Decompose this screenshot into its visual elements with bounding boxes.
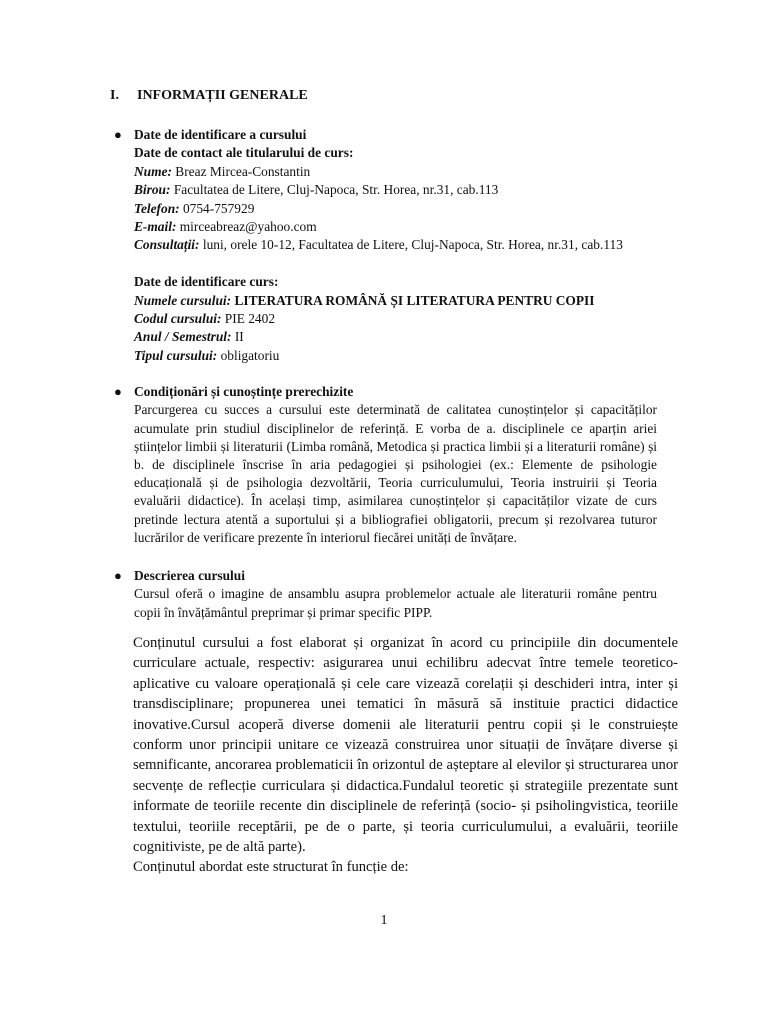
bullet-icon: ● — [114, 127, 122, 142]
field-name: Nume: Breaz Mircea-Constantin — [134, 163, 311, 179]
description-text: Cursul oferă o imagine de ansamblu asupra problemelor actuale ale literaturii române pentru copii în învățământul preprimar și primar specific PIPP. — [134, 586, 657, 620]
section-number: I. — [110, 88, 119, 103]
description-heading: Descrierea cursului — [134, 568, 245, 583]
bullet-icon: ● — [114, 384, 122, 399]
field-phone: Telefon: 0754-757929 — [134, 200, 255, 216]
course-heading: Date de identificare curs: — [134, 274, 279, 290]
prerequisites-text: Parcurgerea cu succes a cursului este determinată de calitatea cunoștințelor și capacităților acumulate prin studiul disciplinelor de referință. E vorba de a. disciplinele ce aparțin ariei științelor limbii și literaturii (Limba română, Metodica și practica limbii și a literaturii române) și b. de disciplinele înscrise în aria pedagogiei și psihologiei (ex.: Elemente de psihologie educațională și de psihologia dezvoltării, Teoria curriculumului, Teoria instruirii și Teoria evaluării didactice). În același timp, asimilarea cunoștințelor și capacităților vizate de curs pretinde lectura atentă a suportului și a bibliografiei obligatorii, precum și rezolvarea tuturor lucrărilor de verificare prezente în interiorul fiecărei unități de învățare. — [134, 402, 657, 545]
section-title: INFORMAȚII GENERALE — [137, 88, 308, 103]
content-paragraph: Conținutul cursului a fost elaborat și organizat în acord cu principiile din documentele curriculare actuale, respectiv: asigurarea unui echilibru adecvat între temele teoretico-aplicative cu valoare operațională și cele care vizează corelații și deschideri intra, inter și transdisciplinare; propunerea unei tematici în măsură să instituie practici didactice inovative.Cursul acoperă diverse domenii ale literaturii pentru copii și le construiește conform unor principii unitare ce vizează construirea unor situații de învățare diverse și semnificante, ancorarea problematicii în orizontul de așteptare al elevilor și structurarea unor secvențe de reflecție curriculara și didactica.Fundalul teoretic și strategiile prezentate sunt informate de teoriile recente din disciplinele de referință (socio- și psiholingvistica, teoriile textului, teoriile receptării, pe de o parte, și teoria curriculumului, a evaluării, teoriile cognitiviste, pe de altă parte). — [133, 635, 678, 856]
page-number: 1 — [380, 913, 388, 928]
bullet-icon: ● — [114, 568, 122, 583]
content-section — [133, 633, 678, 878]
content-last-line: Conținutul abordat este structurat în funcție de: — [133, 859, 409, 876]
field-email: E-mail: mirceabreaz@yahoo.com — [134, 218, 317, 234]
prerequisites-heading: Condiționări și cunoștințe prerechizite — [134, 384, 354, 399]
section-heading — [110, 88, 308, 104]
field-consultations: Consultații: luni, orele 10-12, Facultatea de Litere, Cluj-Napoca, Str. Horea, nr.31, cab.113 — [134, 237, 623, 253]
field-course-type: Tipul cursului: obligatoriu — [134, 347, 280, 363]
field-course-name: Numele cursului: LITERATURA ROMÂNĂ ȘI LITERATURA PENTRU COPII — [134, 292, 595, 308]
field-office: Birou: Facultatea de Litere, Cluj-Napoca, Str. Horea, nr.31, cab.113 — [134, 182, 499, 198]
field-year-semester: Anul / Semestrul: II — [134, 329, 244, 345]
contact-heading: Date de contact ale titularului de curs: — [134, 145, 354, 161]
field-course-code: Codul cursului: PIE 2402 — [134, 310, 276, 326]
identification-heading: Date de identificare a cursului — [134, 127, 307, 142]
